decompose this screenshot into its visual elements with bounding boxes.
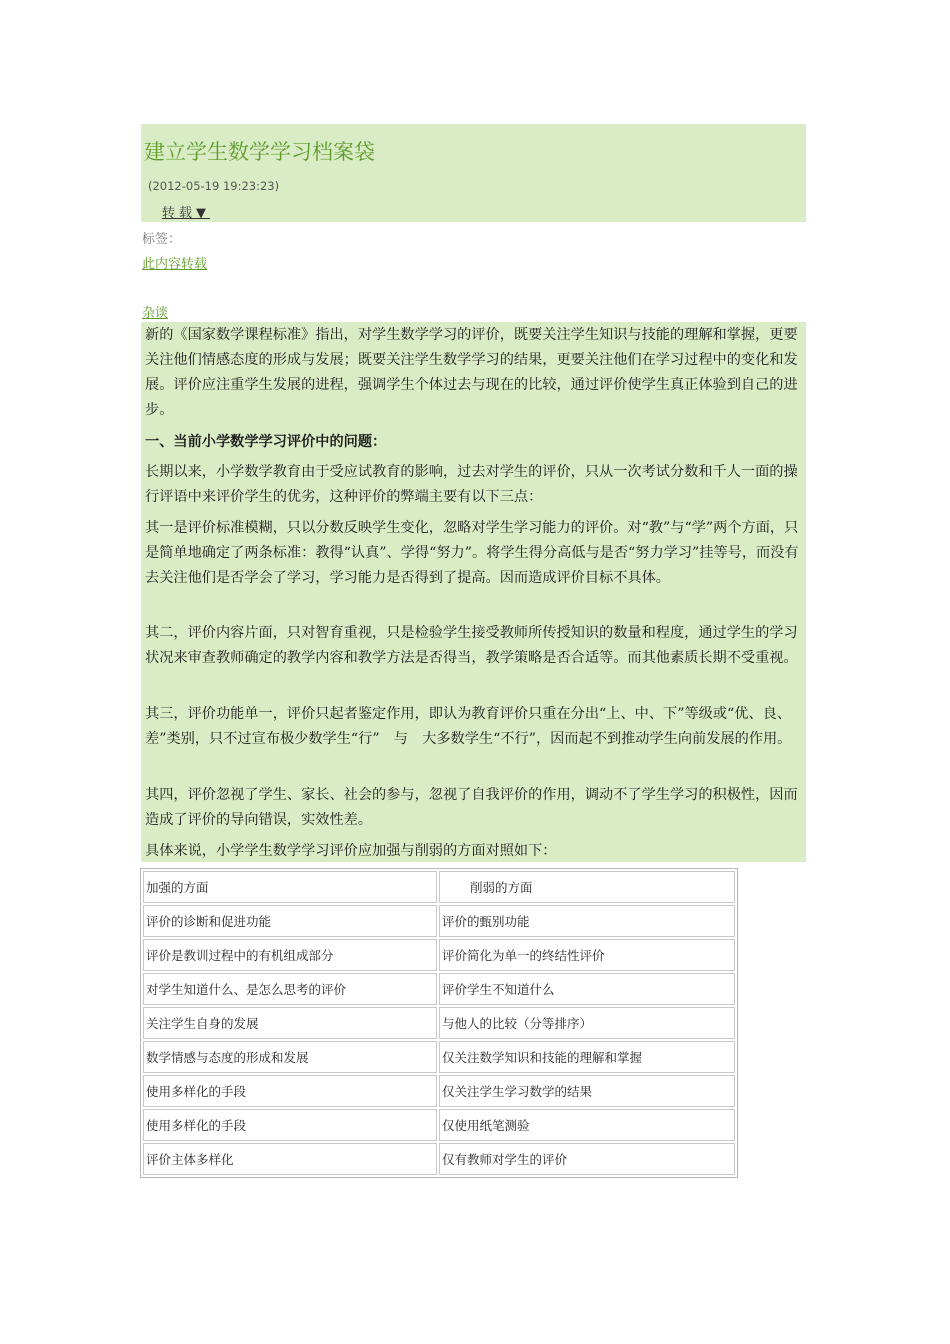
paragraph-2: 其一是评价标准模糊，只以分数反映学生变化，忽略对学生学习能力的评价。对“教”与“学”两个方面，只是简单地确定了两条标准：教得“认真”、学得“努力”。将学生得分高低与是否“努力学习”挂等号，而没有去关注他们是否学会了学习，学习能力是否得到了提高。因而造成评价目标不具体。: [145, 520, 799, 586]
table-cell: 仅使用纸笔测验: [439, 1109, 735, 1141]
paragraph-5: 其四，评价忽视了学生、家长、社会的参与，忽视了自我评价的作用，调动不了学生学习的积极性，因而造成了评价的导向错误，实效性差。: [145, 787, 798, 828]
table-row: [143, 1075, 735, 1107]
table-row: [143, 1041, 735, 1073]
table-cell: 与他人的比较（分等排序）: [439, 1007, 735, 1039]
article-title: 建立学生数学学习档案袋: [144, 140, 375, 164]
table-row: [143, 973, 735, 1005]
table-cell: 对学生知道什么、是怎么思考的评价: [143, 973, 437, 1005]
table-cell: 评价是教训过程中的有机组成部分: [143, 939, 437, 971]
table-row: [143, 1143, 735, 1175]
table-cell: 关注学生自身的发展: [143, 1007, 437, 1039]
section-heading: 一、当前小学数学学习评价中的问题：: [145, 434, 387, 450]
table-row: [143, 1109, 735, 1141]
category-link[interactable]: 杂谈: [142, 306, 169, 321]
paragraph-4: 其三，评价功能单一，评价只起者鉴定作用，即认为教育评价只重在分出“上、中、下”等级或“优、良、差”类别，只不过宣布极少数学生“行” 与 大多数学生“不行”，因而起不到推动学生向前发展的作用。: [145, 706, 792, 747]
table-row: [143, 939, 735, 971]
table-header-cell: 加强的方面: [143, 871, 437, 903]
paragraph-1: 长期以来，小学数学教育由于受应试教育的影响，过去对学生的评价，只从一次考试分数和千人一面的操行评语中来评价学生的优劣，这种评价的弊端主要有以下三点：: [145, 464, 798, 505]
table-header-cell: 削弱的方面: [439, 871, 735, 903]
comparison-table: [140, 868, 738, 1178]
intro-paragraph: 新的《国家数学课程标准》指出，对学生数学学习的评价，既要关注学生知识与技能的理解和掌握，更要关注他们情感态度的形成与发展；既要关注学生数学学习的结果，更要关注他们在学习过程中的变化和发展。评价应注重学生发展的进程，强调学生个体过去与现在的比较，通过评价使学生真正体验到自己的进步。: [145, 327, 798, 418]
table-cell: 评价学生不知道什么: [439, 973, 735, 1005]
table-cell: 评价的甄别功能: [439, 905, 735, 937]
table-cell: 评价的诊断和促进功能: [143, 905, 437, 937]
article-timestamp: (2012-05-19 19:23:23): [148, 179, 280, 193]
table-header-row: [143, 871, 735, 903]
table-row: [143, 905, 735, 937]
table-row: [143, 1007, 735, 1039]
paragraph-3: 其二，评价内容片面，只对智育重视，只是检验学生接受教师所传授知识的数量和程度，通过学生的学习状况来审查教师确定的教学内容和教学方法是否得当，教学策略是否合适等。而其他素质长期不受重视。: [145, 625, 798, 666]
table-cell: 评价主体多样化: [143, 1143, 437, 1175]
table-cell: 评价简化为单一的终结性评价: [439, 939, 735, 971]
paragraph-6: 具体来说，小学学生数学学习评价应加强与削弱的方面对照如下：: [145, 843, 557, 859]
table-cell: 仅关注学生学习数学的结果: [439, 1075, 735, 1107]
repost-dropdown-button[interactable]: 转载▼: [162, 206, 210, 221]
table-cell: 仅关注数学知识和技能的理解和掌握: [439, 1041, 735, 1073]
table-cell: 数学情感与态度的形成和发展: [143, 1041, 437, 1073]
tags-label: 标签：: [142, 232, 182, 247]
table-cell: 仅有教师对学生的评价: [439, 1143, 735, 1175]
table-cell: 使用多样化的手段: [143, 1109, 437, 1141]
repost-source-link[interactable]: 此内容转载: [142, 257, 208, 272]
table-cell: 使用多样化的手段: [143, 1075, 437, 1107]
